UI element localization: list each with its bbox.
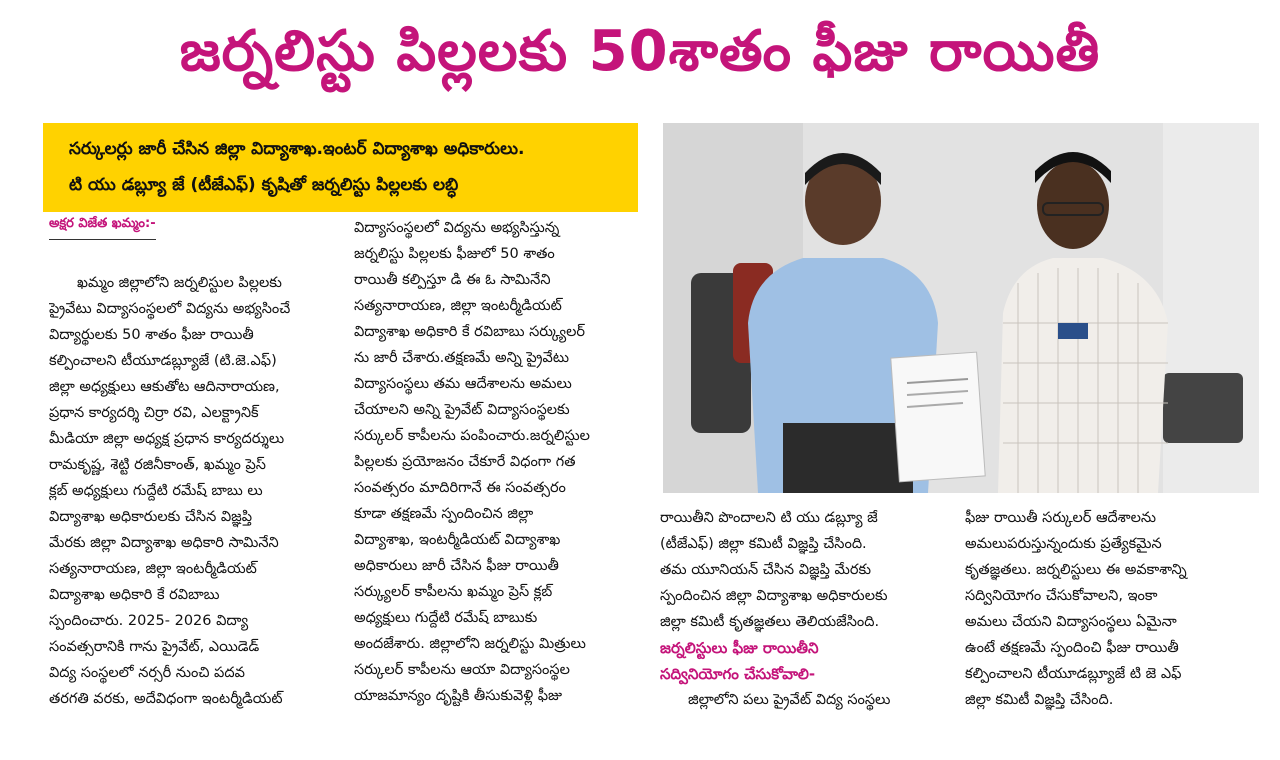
text-line: మేరకు జిల్లా విద్యాశాఖ అధికారి సామినేని	[49, 535, 279, 551]
text-line: జిల్లా కమిటీ కృతజ్ఞతలు తెలియజేసింది.	[660, 614, 880, 630]
news-photo	[663, 123, 1259, 493]
text-line: విద్యార్థులకు 50 శాతం ఫీజు రాయితీ	[49, 327, 254, 343]
text-line: కృతజ్ఞతలు. జర్నలిస్టులు ఈ అవకాశాన్ని	[965, 562, 1187, 578]
text-line: రాయితీని పొందాలని టి యు డబ్ల్యూ జే	[660, 510, 878, 526]
text-line: (టీజేఎఫ్) జిల్లా కమిటీ విజ్ఞప్తి చేసింది.	[660, 536, 867, 552]
article-column-1	[49, 270, 339, 712]
text-line: క్లబ్ అధ్యక్షులు గుద్దేటి రమేష్ బాబు లు	[49, 483, 263, 499]
text-line: విద్యాశాఖ, ఇంటర్మీడియట్ విద్యాశాఖ	[354, 532, 561, 548]
text-line: ఖమ్మం జిల్లాలోని జర్నలిస్టుల పిల్లలకు	[77, 275, 282, 291]
text-line: ప్రైవేటు విద్యాసంస్థలలో విద్యను అభ్యసించే	[49, 301, 291, 317]
text-line: కల్పించాలని టీయూడబ్ల్యూజే (టి.జె.ఎఫ్)	[49, 353, 277, 369]
text-line: సంవత్సరం మాదిరిగానే ఈ సంవత్సరం	[354, 480, 566, 496]
text-line: ప్రధాన కార్యదర్శి చిర్రా రవి, ఎలక్ట్రానిక్	[49, 405, 259, 421]
subheading-line: జర్నలిస్టులు ఫీజు రాయితీని	[660, 639, 819, 657]
text-line: సద్వినియోగం చేసుకోవాలని, ఇంకా	[965, 588, 1158, 604]
text-line: జిల్లా కమిటీ విజ్ఞప్తి చేసింది.	[965, 692, 1114, 708]
subheadline-box	[43, 123, 638, 212]
subheadline-line-1: సర్కులర్లు జారీ చేసిన జిల్లా విద్యాశాఖ.ఇంటర్ విద్యాశాఖ అధికారులు.	[69, 139, 525, 159]
text-line: అమలుపరుస్తున్నందుకు ప్రత్యేకమైన	[965, 536, 1162, 552]
text-line: సర్కులర్ కాపీలను ఆయా విద్యాసంస్థల	[354, 662, 570, 678]
text-line: జిల్లా అధ్యక్షులు ఆకుతోట ఆదినారాయణ,	[49, 379, 280, 395]
text-line: సత్యనారాయణ, జిల్లా ఇంటర్మీడియట్	[354, 298, 562, 314]
text-line: అధ్యక్షులు గుద్దేటి రమేష్ బాబుకు	[354, 610, 538, 626]
article-column-4	[965, 505, 1245, 713]
section-subheading	[660, 635, 950, 687]
text-line: అందజేశారు. జిల్లాలోని జర్నలిస్టు మిత్రులు	[354, 636, 586, 652]
text-line: తరగతి వరకు, అదేవిధంగా ఇంటర్మీడియట్	[49, 691, 283, 707]
text-line: జర్నలిస్టు పిల్లలకు ఫీజులో 50 శాతం	[354, 246, 555, 262]
byline: అక్షర విజేత ఖమ్మం:-	[49, 216, 156, 240]
text-line: సత్యనారాయణ, జిల్లా ఇంటర్మీడియట్	[49, 561, 257, 577]
subheadline-line-2: టి యు డబ్ల్యూ జే (టీజేఎఫ్) కృషితో జర్నలిస్టు పిల్లలకు లబ్ధి	[69, 175, 459, 195]
subheading-line: సద్వినియోగం చేసుకోవాలి-	[660, 665, 816, 683]
text-line: స్పందించారు. 2025- 2026 విద్యా	[49, 613, 249, 629]
text-line: రామకృష్ణ, శెట్టి రజినీకాంత్, ఖమ్మం ప్రెస్	[49, 457, 266, 473]
text-line: సర్కులర్ కాపీలను పంపించారు.జర్నలిస్టుల	[354, 428, 590, 444]
text-line: విద్యాశాఖ అధికారులకు చేసిన విజ్ఞప్తి	[49, 509, 253, 525]
text-line: జిల్లాలోని పలు ప్రైవేట్ విద్య సంస్థలు	[688, 692, 891, 708]
text-line: ఉంటే తక్షణమే స్పందించి ఫీజు రాయితీ	[965, 640, 1179, 656]
text-line: కల్పించాలని టీయూడబ్ల్యూజే టి జె ఎఫ్	[965, 666, 1182, 682]
text-line: సంవత్సరానికి గాను ప్రైవేట్, ఎయిడెడ్	[49, 639, 260, 655]
photo-illustration	[663, 123, 1259, 493]
article-column-2	[354, 215, 642, 709]
text-line: తమ యూనియన్ చేసిన విజ్ఞప్తి మేరకు	[660, 562, 872, 578]
text-line: ను జారీ చేశారు.తక్షణమే అన్ని ప్రైవేటు	[354, 350, 570, 366]
text-line: కూడా తక్షణమే స్పందించిన జిల్లా	[354, 506, 534, 522]
text-line: అధికారులు జారీ చేసిన ఫీజు రాయితీ	[354, 558, 559, 574]
text-line: ఫీజు రాయితీ సర్కులర్ ఆదేశాలను	[965, 510, 1157, 526]
text-line: చేయాలని అన్ని ప్రైవేట్ విద్యాసంస్థలకు	[354, 402, 570, 418]
headline: జర్నలిస్టు పిల్లలకు 50శాతం ఫీజు రాయితీ	[179, 19, 1101, 84]
article-column-3	[660, 505, 950, 713]
text-line: విద్యాసంస్థలు తమ ఆదేశాలను అమలు	[354, 376, 572, 392]
text-line: అమలు చేయని విద్యాసంస్థలు ఏమైనా	[965, 614, 1177, 630]
text-line: రాయితీ కల్పిస్తూ డి ఈ ఓ సామినేని	[354, 272, 551, 288]
text-line: విద్యాశాఖ అధికారి కే రవిబాబు	[49, 587, 220, 603]
text-line: యాజమాన్యం దృష్టికి తీసుకువెళ్లి ఫీజు	[354, 688, 563, 704]
text-line: స్పందించిన జిల్లా విద్యాశాఖ అధికారులకు	[660, 588, 888, 604]
text-line: విద్యాసంస్థలలో విద్యను అభ్యసిస్తున్న	[354, 220, 560, 236]
text-line: సర్క్యులర్ కాపీలను ఖమ్మం ప్రెస్ క్లబ్	[354, 584, 553, 600]
text-line: మీడియా జిల్లా అధ్యక్ష ప్రధాన కార్యదర్శులు	[49, 431, 285, 447]
text-line: విద్యాశాఖ అధికారి కే రవిబాబు సర్క్యులర్	[354, 324, 586, 340]
text-line: విద్య సంస్థలలో నర్సరీ నుంచి పదవ	[49, 665, 245, 681]
text-line: పిల్లలకు ప్రయోజనం చేకూరే విధంగా గత	[354, 454, 576, 470]
